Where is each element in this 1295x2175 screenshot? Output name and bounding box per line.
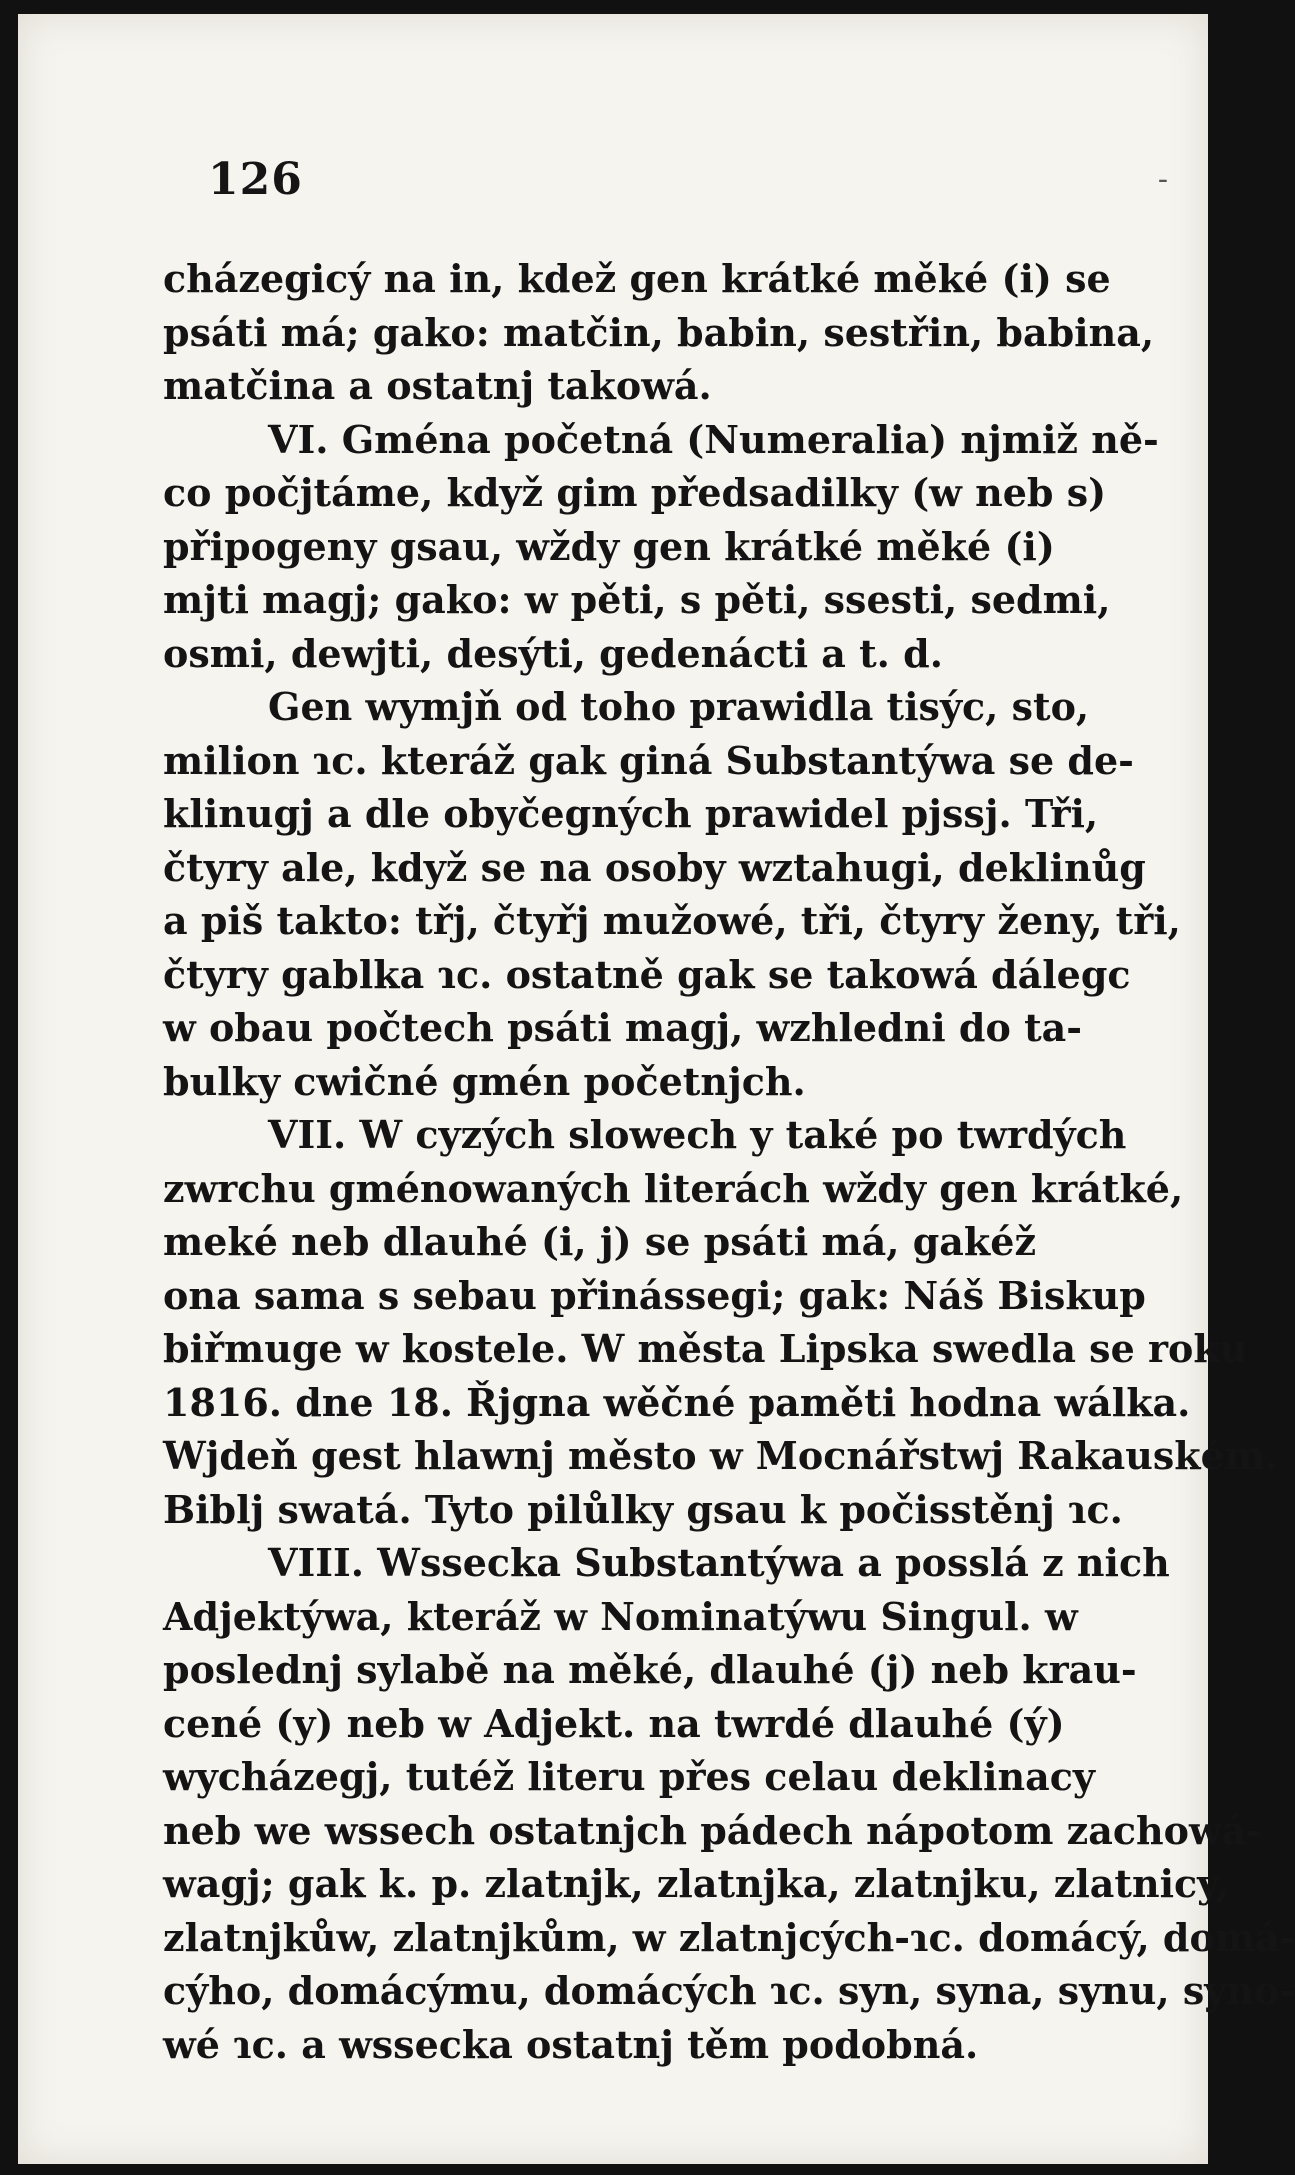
text-line: připogeny gsau, wždy gen krátké měké (i)	[163, 523, 1055, 569]
text-line: cházegicý na in, kdež gen krátké měké (i) se	[163, 256, 1111, 301]
text-line: w obau počtech psáti magj, wzhledni do ta-	[163, 1005, 1083, 1050]
text-line: 1816. dne 18. Řjgna wěčné paměti hodna wálka.	[163, 1379, 1191, 1425]
text-line: biřmuge w kostele. W města Lipska swedla se roku	[163, 1326, 1248, 1371]
text-line: cýho, domácýmu, domácých ɿc. syn, syna, synu, syno-	[163, 1968, 1295, 2013]
text-line: poslednj sylabě na měké, dlauhé (j) neb krau-	[163, 1647, 1137, 1692]
book-page	[18, 14, 1295, 2164]
text-line: mjti magj; gako: w pěti, s pěti, ssesti, sedmi,	[163, 577, 1111, 622]
text-line: Wjdeň gest hlawnj město w Mocnářstwj Rakauském.	[163, 1433, 1279, 1478]
text-line: Gen wymjň od toho prawidla tisýc, sto,	[268, 684, 1090, 729]
text-line: a piš takto: třj, čtyřj mužowé, tři, čtyry ženy, tři,	[163, 898, 1181, 943]
text-line: meké neb dlauhé (i, j) se psáti má, gakéž	[163, 1219, 1037, 1264]
text-line: wagj; gak k. p. zlatnjk, zlatnjka, zlatnjku, zlatnicy,	[163, 1861, 1229, 1906]
text-line: zlatnjkůw, zlatnjkům, w zlatnjcých-ɿc. domácý, domá-	[163, 1914, 1295, 1960]
text-line: čtyry ale, když se na osoby wztahugi, deklinůg	[163, 844, 1146, 890]
text-line: matčina a ostatnj takowá.	[163, 363, 712, 408]
text-line: milion ɿc. kteráž gak giná Substantýwa se de-	[163, 737, 1134, 783]
text-line: wé ɿc. a wssecka ostatnj těm podobná.	[163, 2021, 979, 2067]
text-line: osmi, dewjti, desýti, gedenácti a t. d.	[163, 630, 943, 676]
text-line: čtyry gablka ɿc. ostatně gak se takowá dálegc	[163, 951, 1131, 997]
text-line: co počjtáme, když gim předsadilky (w neb s)	[163, 470, 1107, 515]
text-line: cené (y) neb w Adjekt. na twrdé dlauhé (ý)	[163, 1700, 1065, 1746]
text-line: wycházegj, tutéž literu přes celau deklinacy	[163, 1754, 1095, 1799]
page-body-text	[163, 252, 1295, 2071]
text-line: Biblj swatá. Tyto pilůlky gsau k počisstěnj ɿc.	[163, 1486, 1123, 1532]
text-line: zwrchu gménowaných literách wždy gen krátké,	[163, 1165, 1184, 1211]
text-line: klinugj a dle obyčegných prawidel pjssj. Tři,	[163, 791, 1099, 836]
text-line: neb we wssech ostatnjch pádech nápotom zachowá-	[163, 1807, 1263, 1853]
text-line: Adjektýwa, kteráž w Nominatýwu Singul. w	[163, 1593, 1078, 1639]
page-number: 126	[208, 154, 303, 205]
text-line: VI. Gména početná (Numeralia) njmiž ně-	[268, 416, 1159, 462]
text-line: VII. W cyzých slowech y také po twrdých	[268, 1112, 1127, 1157]
text-line: ona sama s sebau přinássegi; gak: Náš Biskup	[163, 1272, 1146, 1318]
text-line: bulky cwičné gmén početnjch.	[163, 1058, 806, 1104]
page-mark: -	[1157, 162, 1168, 197]
text-line: VIII. Wssecka Substantýwa a posslá z nich	[268, 1540, 1170, 1585]
text-line: psáti má; gako: matčin, babin, sestřin, babina,	[163, 309, 1155, 355]
